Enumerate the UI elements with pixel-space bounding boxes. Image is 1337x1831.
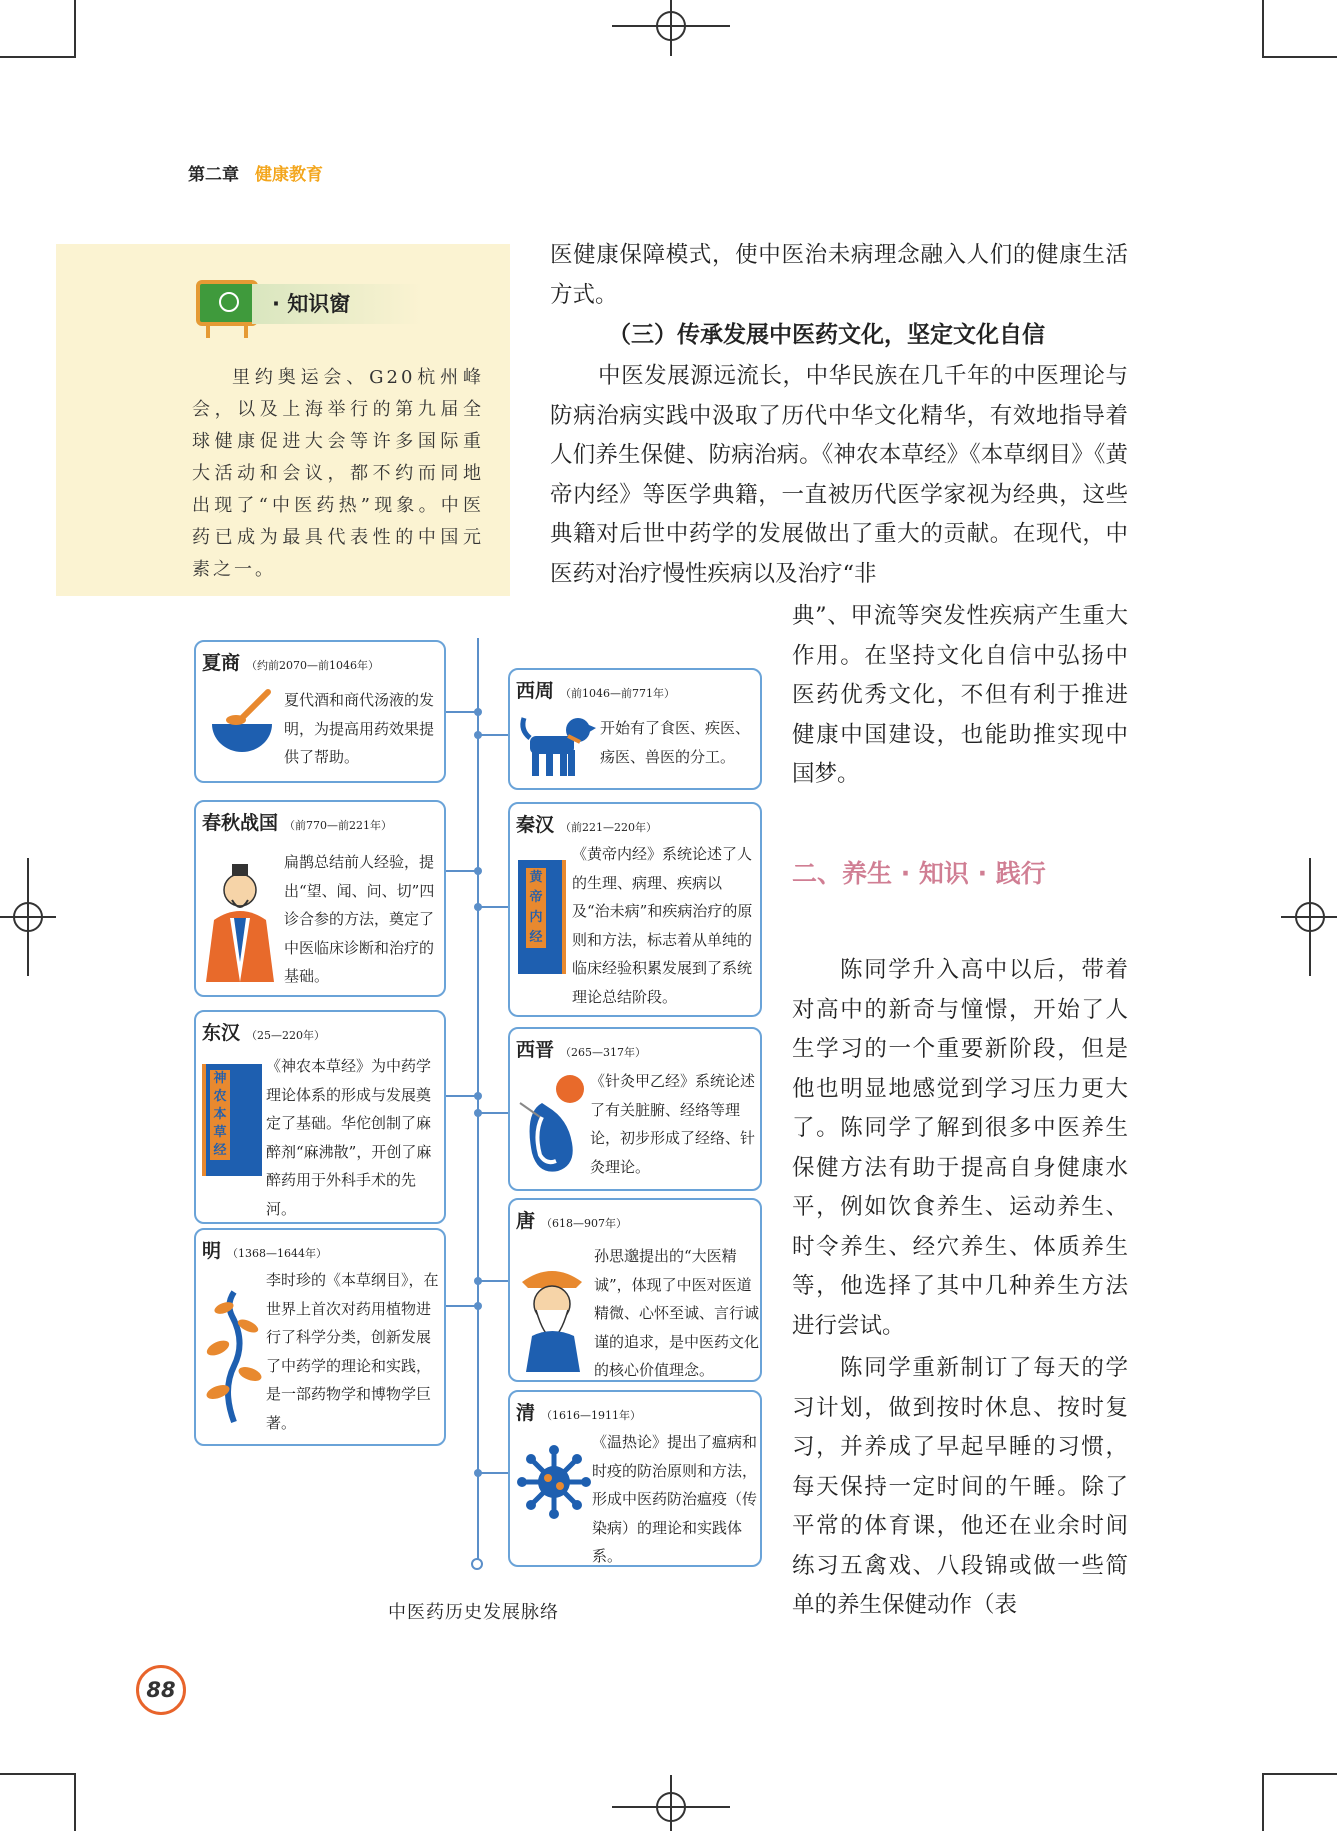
- bowl-icon: [206, 684, 278, 764]
- paragraph-1: 医健康保障模式，使中医治未病理念融入人们的健康生活方式。: [550, 242, 1128, 308]
- timeline-card-qing: 清 （1616—1911年） 《温热论》提出了瘟病和时疫的防治原则和方法，形成中医药防治瘟疫（传染病）的理论和实践体系。: [508, 1390, 762, 1567]
- timeline-card-xia-shang: 夏商 （约前2070—前1046年） 夏代酒和商代汤液的发明，为提高用药效果提供了帮助。: [194, 640, 446, 783]
- paragraph-2-continued: 典”、甲流等突发性疾病产生重大作用。在坚持文化自信中弘扬中医药优秀文化，不但有利于推进健康中国建设，也能助推实现中国梦。: [792, 603, 1128, 787]
- timeline-card-tang: 唐 （618—907年） 孙思邈提出的“大医精诚”，体现了中医对医道精微、心怀至诚、言行诚谨的追求，是中医药文化的核心价值理念。: [508, 1198, 762, 1382]
- chapter-header: [188, 160, 323, 185]
- blackboard-icon: [196, 280, 258, 326]
- paragraph-3: 陈同学升入高中以后，带着对高中的新奇与憧憬，开始了人生学习的一个重要新阶段，但是他也明显地感觉到学习压力更大了。陈同学了解到很多中医养生保健方法有助于提高自身健康水平，例如饮食养生、运动养生、时令养生、经穴养生、体质养生等，他选择了其中几种养生方法进行尝试。: [792, 957, 1128, 1339]
- timeline-card-xi-jin: 西晋 （265—317年） 《针灸甲乙经》系统论述了有关脏腑、经络等理论，初步形成了经络、针灸理论。: [508, 1027, 762, 1191]
- virus-icon: [516, 1444, 592, 1520]
- acupuncture-icon: [518, 1073, 588, 1183]
- timeline-card-qin-han: 秦汉 （前221—220年） 黄帝内经 《黄帝内经》系统论述了人的生理、病理、疾病以及“治未病”和疾病治疗的原则和方法，标志着从单纯的临床经验积累发展到了系统理论总结阶段。: [508, 802, 762, 1017]
- herb-plant-icon: [200, 1286, 264, 1426]
- timeline-caption: 中医药历史发展脉络: [388, 1602, 559, 1623]
- section-heading-2: 二、养生 · 知识 · 践行: [792, 859, 1046, 888]
- dog-icon: [516, 706, 600, 784]
- sun-simiao-portrait-icon: [518, 1254, 588, 1374]
- timeline-card-ming: 明 （1368—1644年） 李时珍的《本草纲目》，在世界上首次对药用植物进行了科学分类，创新发展了中药学的理论和实践，是一部药物学和博物学巨著。: [194, 1228, 446, 1446]
- huangdi-neijing-book-icon: 黄帝内经: [518, 860, 566, 974]
- timeline-card-xi-zhou: 西周 （前1046—前771年） 开始有了食医、疾医、疡医、兽医的分工。: [508, 668, 762, 790]
- paragraph-4: 陈同学重新制订了每天的学习计划，做到按时休息、按时复习，并养成了早起早睡的习惯，每天保持一定时间的午睡。除了平常的体育课，他还在业余时间练习五禽戏、八段锦或做一些简单的养生保健动作（表: [792, 1355, 1128, 1618]
- timeline-card-dong-han: 东汉 （25—220年） 神农本草经 《神农本草经》为中药学理论体系的形成与发展奠定了基础。华佗创制了麻醉剂“麻沸散”，开创了麻醉药用于外科手术的先河。: [194, 1010, 446, 1224]
- chapter-title: 健康教育: [255, 165, 323, 185]
- lightbulb-icon: [219, 292, 239, 312]
- subheading-3: （三）传承发展中医药文化，坚定文化自信: [608, 322, 1045, 348]
- timeline-card-chunqiu-zhanguo: 春秋战国 （前770—前221年） 扁鹊总结前人经验，提出“望、闻、问、切”四诊合参的方法，奠定了中医临床诊断和治疗的基础。: [194, 800, 446, 997]
- page-number: 88: [136, 1665, 186, 1715]
- shennong-bencao-book-icon: 神农本草经: [202, 1064, 262, 1176]
- paragraph-2: 中医发展源远流长，中华民族在几千年的中医理论与防病治病实践中汲取了历代中华文化精华，有效地指导着人们养生保健、防病治病。《神农本草经》《本草纲目》《黄帝内经》等医学典籍，一直被历代医学家视为经典，这些典籍对后世中药学的发展做出了重大的贡献。在现代，中医药对治疗慢性疾病以及治疗“非: [550, 363, 1128, 587]
- knowledge-window-text: 里约奥运会、G20杭州峰会，以及上海举行的第九届全球健康促进大会等许多国际重大活动和会议，都不约而同地出现了“中医药热”现象。中医药已成为最具代表性的中国元素之一。: [192, 367, 484, 580]
- bianque-portrait-icon: [200, 842, 280, 992]
- chapter-number: 第二章: [188, 165, 239, 185]
- knowledge-window-title: · 知识窗: [272, 292, 351, 316]
- timeline-end-marker: [471, 1558, 483, 1570]
